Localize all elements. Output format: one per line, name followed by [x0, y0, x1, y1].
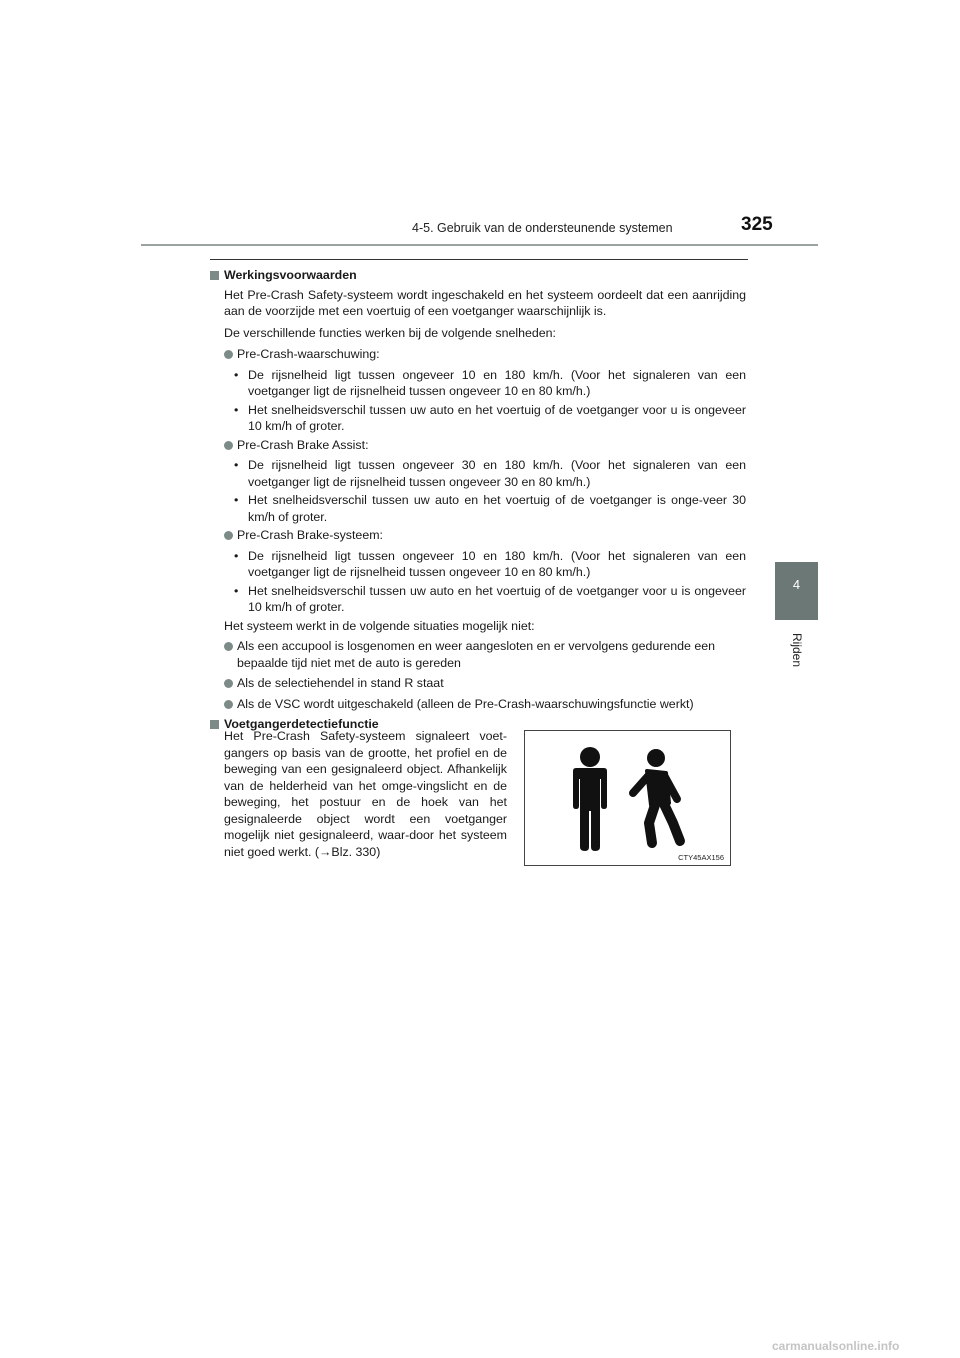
watermark: carmanualsonline.info	[772, 1339, 900, 1353]
round-bullet-icon	[224, 700, 233, 709]
round-bullet-icon	[224, 350, 233, 359]
list-item-text: Als een accupool is losgenomen en weer aangesloten en er vervolgens gedurende een bepaalde tijd niet met de auto is gereden	[237, 639, 716, 670]
list-item: • Het snelheidsverschil tussen uw auto en het voertuig of de voetganger voor u is ongeveer 10 km/h of groter.	[234, 583, 746, 614]
square-bullet-icon	[210, 720, 219, 729]
standing-person-icon	[573, 747, 607, 851]
section-heading-werkingsvoorwaarden	[210, 267, 746, 284]
function-item	[224, 527, 746, 544]
pedestrian-detection-paragraph: Het Pre-Crash Safety-systeem signaleert voet-gangers op basis van de grootte, het profiel en de beweging van een gesignaleerd object. Afhankelijk van de helderheid van het omge-vingslicht en de beweging, het postuur en de hoek van het gesignaleerde object wordt een voetganger mogelijk niet gesignaleerd, waar-door het systeem niet goed werkt. (→Blz. 330)	[224, 729, 507, 859]
function-name: Pre-Crash-waarschuwing:	[237, 347, 380, 361]
list-item	[224, 696, 746, 713]
section-divider	[210, 259, 748, 260]
list-item-text: Als de selectiehendel in stand R staat	[237, 676, 444, 690]
pedestrian-illustration	[525, 731, 730, 865]
square-bullet-icon	[210, 271, 219, 280]
function-item	[224, 346, 746, 363]
intro-paragraph: Het Pre-Crash Safety-systeem wordt ingeschakeld en het systeem oordeelt dat een aanrijding aan de voorzijde met een voertuig of een voetganger waarschijnlijk is.	[224, 287, 746, 318]
round-bullet-icon	[224, 441, 233, 450]
list-item: • Het snelheidsverschil tussen uw auto en het voertuig of de voetganger voor u is ongeveer 10 km/h of groter.	[234, 402, 746, 433]
chapter-tab	[775, 562, 818, 620]
main-content	[210, 267, 746, 736]
list-item: • Het snelheidsverschil tussen uw auto en het voertuig of de voetganger is onge-veer 30 km/h of groter.	[234, 493, 746, 524]
list-item: • De rijsnelheid ligt tussen ongeveer 10 en 180 km/h. (Voor het signaleren van een voetganger ligt de rijsnelheid tussen ongeveer 10 en 80 km/h.)	[234, 367, 746, 398]
chapter-tab-label-text: Rijden	[790, 632, 804, 668]
list-item	[224, 638, 746, 671]
walking-person-icon	[633, 749, 680, 843]
list-item-text: Als de VSC wordt uitgeschakeld (alleen de Pre-Crash-waarschuwingsfunctie werkt)	[237, 696, 694, 711]
round-bullet-icon	[224, 679, 233, 688]
function-name: Pre-Crash Brake Assist:	[237, 437, 369, 452]
not-working-intro: Het systeem werkt in de volgende situaties mogelijk niet:	[224, 618, 535, 633]
round-bullet-icon	[224, 531, 233, 540]
list-item	[224, 675, 746, 692]
function-name: Pre-Crash Brake-systeem:	[237, 528, 383, 542]
chapter-tab-number: 4	[792, 577, 801, 592]
chapter-title: 4-5. Gebruik van de ondersteunende systemen	[412, 221, 673, 235]
chapter-tab-label	[783, 630, 811, 670]
figure-code: CTY45AX156	[678, 853, 724, 862]
speeds-intro: De verschillende functies werken bij de volgende snelheden:	[224, 325, 557, 340]
function-item	[224, 437, 746, 454]
header-divider	[141, 244, 818, 246]
section-heading-text: Werkingsvoorwaarden	[224, 268, 357, 282]
round-bullet-icon	[224, 642, 233, 651]
list-item: • De rijsnelheid ligt tussen ongeveer 10 en 180 km/h. (Voor het signaleren van een voetganger ligt de rijsnelheid tussen ongeveer 10 en 80 km/h.)	[234, 548, 746, 579]
list-item: • De rijsnelheid ligt tussen ongeveer 30 en 180 km/h. (Voor het signaleren van een voetganger ligt de rijsnelheid tussen ongeveer 30 en 80 km/h.)	[234, 458, 746, 489]
page-number: 325	[741, 214, 773, 235]
pedestrian-figure	[524, 730, 731, 866]
section-heading-text: Voetgangerdetectiefunctie	[224, 717, 379, 731]
